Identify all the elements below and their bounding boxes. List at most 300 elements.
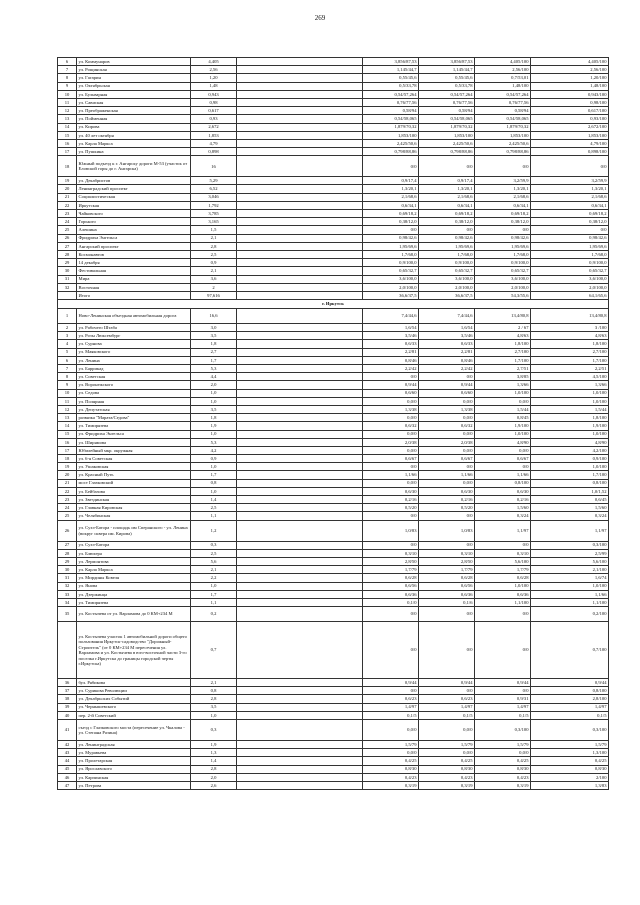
value-2: 0,6/33 [419,340,475,348]
table-row [58,66,609,74]
value-3: 1,5/44 [475,405,531,413]
value-4: 1,4/97 [531,703,609,711]
row-number: 9 [58,381,77,389]
length-km: 3,5 [191,332,237,340]
value-4: 1,0/100 [531,389,609,397]
road-name: съезд с Глазковского моста (пересечение ул. Чкалова - ул. Степана Разина) [77,720,191,741]
value-2: 0,69/18,2 [419,210,475,218]
value-2: 0,6/28 [419,574,475,582]
value-1: 0/0 [363,607,419,622]
value-3: 0,3/10 [475,549,531,557]
value-2: 0,6/34,1 [419,201,475,209]
value-2: 0,6/56 [419,582,475,590]
row-number: 27 [58,541,77,549]
table-row [58,123,609,131]
length-km: 2,7 [191,348,237,356]
table-row [58,242,609,250]
value-1: 0,6/32 [363,422,419,430]
road-name: ул. Рабочего Штаба [77,324,191,332]
table-row [58,324,609,332]
value-3: 0/0 [475,607,531,622]
blank [237,283,363,291]
road-name: ул. Ленинградская [77,741,191,749]
table-row [58,607,609,622]
row-number: 46 [58,773,77,781]
road-name: ул. Кирова [77,123,191,131]
row-number: 20 [58,185,77,193]
blank [237,107,363,115]
value-1: 0,38/12,0 [363,218,419,226]
road-name: ул. Дзержинца [77,590,191,598]
value-2: 1,7/68,0 [419,250,475,258]
table-row [58,711,609,719]
value-4: 13,4/80,8 [531,309,609,324]
table-row [58,210,609,218]
blank [237,267,363,275]
value-2: 0,9/100,0 [419,259,475,267]
table-row [58,679,609,687]
length-km: 1,0 [191,430,237,438]
value-3: 0,0/0 [475,446,531,454]
road-name: ул. Пойменная [77,115,191,123]
road-name: ул. Тимирязева [77,598,191,606]
value-1: 0,4/25 [363,757,419,765]
value-3: 0,38/12,0 [475,218,531,226]
length-km: 2,1 [191,679,237,687]
blank [237,356,363,364]
table-row [58,598,609,606]
road-name: Социалистическая [77,193,191,201]
table-row [58,275,609,283]
value-3: 3,6/100,0 [475,275,531,283]
row-number: 22 [58,201,77,209]
value-1: 0,6/34,1 [363,201,419,209]
row-number: 14 [58,422,77,430]
table-row [58,309,609,324]
blank [237,275,363,283]
road-name: ул. Янова [77,582,191,590]
length-km: 1,1 [191,512,237,520]
value-1: 2,2/81 [363,348,419,356]
blank [237,242,363,250]
length-km: 2,5 [191,504,237,512]
blank [237,496,363,504]
length-km: 0,2 [191,607,237,622]
value-3: 0,0/0 [475,749,531,757]
blank [237,139,363,147]
length-km: 0,8 [191,479,237,487]
blank [237,463,363,471]
row-number: 12 [58,107,77,115]
value-1: 0,0/0 [363,749,419,757]
value-2: 0,1/6 [419,598,475,606]
blank [237,365,363,373]
table-row [58,414,609,422]
value-1: 1,3/20,1 [363,185,419,193]
length-km: 2,56 [191,66,237,74]
length-km: 2,6 [191,781,237,789]
value-3: 1,0/100 [475,389,531,397]
table-row [58,471,609,479]
value-1: 0,54/58,065 [363,115,419,123]
value-2: 1,95/69,6 [419,242,475,250]
value-3: 1,3/20,1 [475,185,531,193]
value-4: 3,2/59,9 [531,177,609,185]
length-km: 3,6 [191,275,237,283]
table-row [58,234,609,242]
value-3: 0,6/36 [475,590,531,598]
length-km: 1,792 [191,201,237,209]
value-2: 0,6/36 [419,590,475,598]
length-km: 16 [191,156,237,177]
road-name: Иркутская [77,201,191,209]
blank [237,703,363,711]
road-name: ул. Муравьева [77,749,191,757]
value-3: 0/0 [475,687,531,695]
value-4: 1,7/100 [531,471,609,479]
road-name: ул. Баррикад [77,365,191,373]
length-km: 0,3 [191,541,237,549]
value-2: 0/0 [419,687,475,695]
value-4: 2,7/100 [531,348,609,356]
value-3: 0,65/32,7 [475,267,531,275]
row-number: 16 [58,139,77,147]
blank [237,58,363,66]
value-3: 1,7/68,0 [475,250,531,258]
table-row [58,98,609,106]
table-row [58,201,609,209]
value-3: 0,76/77,56 [475,98,531,106]
value-4: 0,6/45 [531,496,609,504]
value-4: 0,93/100 [531,115,609,123]
road-name: ул. Челябинская [77,512,191,520]
value-1: 0,6/36 [363,590,419,598]
length-km: 1,9 [191,741,237,749]
value-1: 0,3/10 [363,549,419,557]
value-3: 2,0/100,0 [475,283,531,291]
table-row [58,356,609,364]
blank [237,115,363,123]
length-km: 5,6 [191,557,237,565]
length-km: 1,7 [191,471,237,479]
road-name: ул. Декабрьских Событий [77,695,191,703]
value-3: 0,7/53,01 [475,74,531,82]
road-name: ул. Мирдины Ковеля [77,574,191,582]
value-1: 1,879/70,32 [363,123,419,131]
value-2: 0/0 [419,541,475,549]
length-km: 1,9 [191,422,237,430]
value-2: 0,0/0 [419,720,475,741]
table-row [58,430,609,438]
table-row [58,741,609,749]
table-row [58,177,609,185]
blank [237,340,363,348]
value-1: 0/0 [363,541,419,549]
length-km: 0,943 [191,90,237,98]
value-4: 0,9/100,0 [531,259,609,267]
value-2: 0,9/44 [419,679,475,687]
value-3: 3,2/59,9 [475,177,531,185]
value-3: 1,95/69,6 [475,242,531,250]
row-number: 36 [58,679,77,687]
value-1: 0,6/23 [363,695,419,703]
road-name: ул. Бейбазова [77,487,191,495]
value-2: 1,879/70,32 [419,123,475,131]
row-number [58,622,77,679]
value-4: 1,0/1,52 [531,487,609,495]
table-row [58,487,609,495]
row-number: 28 [58,250,77,258]
value-1: 0/0 [363,463,419,471]
value-3: 0,58/94 [475,107,531,115]
value-2: 0,798/88,86 [419,148,475,156]
length-km: 2,0 [191,773,237,781]
row-number: 8 [58,74,77,82]
table-row [58,520,609,541]
value-4: 1,6/74 [531,574,609,582]
road-name: ул. Сурнова [77,340,191,348]
value-1: 3,856/87,53 [363,58,419,66]
value-3: 0,3/24 [475,512,531,520]
value-1: 0,798/88,86 [363,148,419,156]
road-name: ул. Полярная [77,397,191,405]
table-row [58,703,609,711]
row-number: 18 [58,455,77,463]
table-row [58,397,609,405]
value-1: 0,55/45,6 [363,74,419,82]
road-name: Южный подъезд к г. Ангарску дороги М-53 (участок от Еловской горы до г. Ангарска) [77,156,191,177]
value-3: 1,0/100 [475,430,531,438]
table-row [58,131,609,139]
value-4: 0,617/100 [531,107,609,115]
value-3: 0,69/18,2 [475,210,531,218]
table-row [58,58,609,66]
value-2: 2,0/100,0 [419,283,475,291]
value-4: 0/0 [531,226,609,234]
value-2: 0,0/0 [419,749,475,757]
table-row [58,82,609,90]
value-3: 0,0/0 [475,397,531,405]
value-4: 2/100 [531,773,609,781]
row-number: 19 [58,463,77,471]
road-name: ул. Чернышевского [77,703,191,711]
row-number: 21 [58,193,77,201]
length-km: 0,93 [191,115,237,123]
blank [237,414,363,422]
road-name: ул. Пушкина [77,148,191,156]
value-4: 1,5/44 [531,405,609,413]
value-1: 1,7/68,0 [363,250,419,258]
value-4: 0,65/32,7 [531,267,609,275]
value-2: 0,0/0 [419,397,475,405]
value-1: 0,6/56 [363,582,419,590]
length-km: 1,853 [191,131,237,139]
length-km: 1,0 [191,397,237,405]
row-number: 24 [58,504,77,512]
value-2: 1,3/20,1 [419,185,475,193]
value-4: 0,4/25 [531,757,609,765]
value-1: 0/0 [363,373,419,381]
value-4: 0/0 [531,156,609,177]
value-2: 1,4/97 [419,703,475,711]
blank [237,218,363,226]
road-name: ул. Депутатская [77,405,191,413]
length-km: 0,3 [191,720,237,741]
value-3: 1,5/60 [475,504,531,512]
value-4: 4,8/63 [531,332,609,340]
blank [237,177,363,185]
value-1: 36,6/37,5 [363,291,419,299]
row-number: 6 [58,356,77,364]
value-3: 0,8/45 [475,414,531,422]
value-4: 1,3/100 [531,749,609,757]
value-2: 2,0/38 [419,438,475,446]
length-km: 1,0 [191,582,237,590]
value-4: 4,8/90 [531,438,609,446]
road-name: ул. Ширямова [77,438,191,446]
value-4: 1,7/68,0 [531,250,609,258]
row-number: 32 [58,283,77,291]
value-2: 0,6/32 [419,422,475,430]
value-3: 0,54/58,065 [475,115,531,123]
value-4: 0,3/24 [531,512,609,520]
blank [237,309,363,324]
row-number: 37 [58,687,77,695]
value-1: 1,95/69,6 [363,242,419,250]
value-1: 2,425/50,6 [363,139,419,147]
value-2: 0,0/0 [419,430,475,438]
blank [237,430,363,438]
value-4: 1,48/100 [531,82,609,90]
length-km: 1,7 [191,590,237,598]
road-name: ул. Розы Люксембург [77,332,191,340]
value-3: 1,48/100 [475,82,531,90]
value-4: 0,8/100 [531,479,609,487]
value-4: 1,0/100 [531,430,609,438]
blank [237,438,363,446]
length-km: 2,2 [191,574,237,582]
value-4: 1,5/60 [531,504,609,512]
length-km: 2,672 [191,123,237,131]
value-3: 0,6/34,1 [475,201,531,209]
value-3: 0,9/100,0 [475,259,531,267]
blank [237,373,363,381]
table-row [58,226,609,234]
value-4: 1,853/100 [531,131,609,139]
value-4: 4,79/100 [531,139,609,147]
road-name: ул. Коммунаров [77,58,191,66]
blank [237,749,363,757]
table-row [58,139,609,147]
blank [237,148,363,156]
road-name: ул. Пролетарская [77,757,191,765]
blank [237,765,363,773]
row-number: 21 [58,479,77,487]
blank [237,234,363,242]
row-number: 11 [58,98,77,106]
length-km: 0,898 [191,148,237,156]
value-4: 4,2/100 [531,446,609,454]
blank [237,582,363,590]
value-3: 1,3/66 [475,381,531,389]
value-3: 1,4/97 [475,703,531,711]
value-4: 2,0/100,0 [531,283,609,291]
road-name: Космонавтов [77,250,191,258]
blank [237,566,363,574]
blank [237,201,363,209]
blank [237,557,363,565]
value-1: 1,853/100 [363,131,419,139]
table-row [58,765,609,773]
page-number: 269 [314,14,326,22]
value-3: 4,405/100 [475,58,531,66]
table-row [58,695,609,703]
value-1: 7,4/44,6 [363,309,419,324]
blank [237,781,363,789]
length-km: 2,8 [191,242,237,250]
blank [237,520,363,541]
row-number: 17 [58,148,77,156]
table-row [58,622,609,679]
value-3: 0,6/30 [475,487,531,495]
length-km: 0,8 [191,687,237,695]
row-number: 43 [58,749,77,757]
value-3: 0,9/44 [475,679,531,687]
row-number: 29 [58,259,77,267]
value-3: 1,8/100 [475,340,531,348]
value-4: 1,1/100 [531,598,609,606]
value-3: 2 / 67 [475,324,531,332]
length-km: 5,29 [191,177,237,185]
value-2: 3,5/46 [419,332,475,340]
row-number: 7 [58,365,77,373]
row-number: 24 [58,218,77,226]
row-number: 20 [58,471,77,479]
row-number: 13 [58,115,77,123]
table-row [58,107,609,115]
value-1: 0,5/20 [363,504,419,512]
blank [237,66,363,74]
blank [237,757,363,765]
blank [237,446,363,454]
blank [237,90,363,98]
value-2: 0/0 [419,156,475,177]
blank [237,512,363,520]
length-km: 97,616 [191,291,237,299]
table-row [58,512,609,520]
table-row [58,365,609,373]
table-row [58,156,609,177]
value-2: 0,2/16 [419,496,475,504]
value-4: 1,1/66 [531,590,609,598]
value-3: 0/0 [475,226,531,234]
row-number: 29 [58,557,77,565]
value-3: 1,5/79 [475,741,531,749]
blank [237,549,363,557]
value-2: 0/0 [419,622,475,679]
value-2: 0,9/17,4 [419,177,475,185]
value-1: 0,9/44 [363,381,419,389]
table-row [58,185,609,193]
row-number: 17 [58,446,77,454]
value-1: 0,6/60 [363,389,419,397]
value-3: 0,54/57,264 [475,90,531,98]
value-3: 0,798/88,86 [475,148,531,156]
value-4: 2,5/99 [531,549,609,557]
blank [237,74,363,82]
road-name: ул. Звездинская [77,496,191,504]
road-name: ул. Сухэ-Батора [77,541,191,549]
